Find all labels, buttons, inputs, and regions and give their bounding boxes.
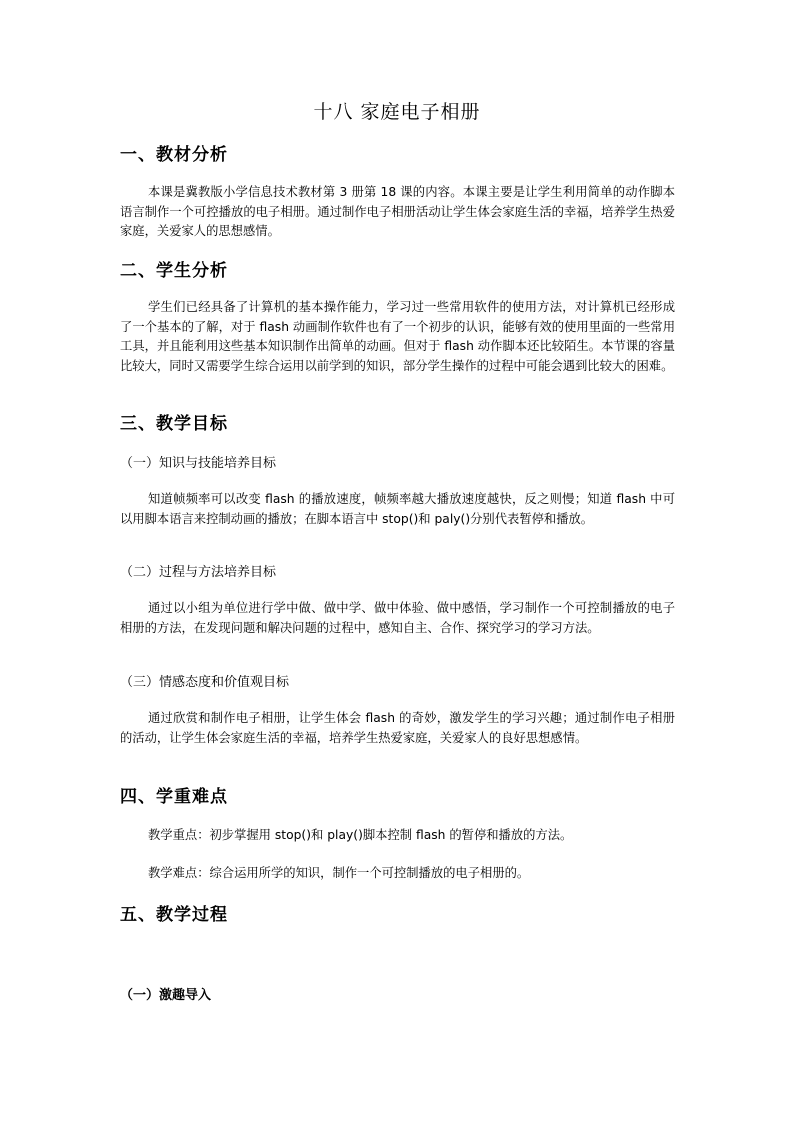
section-heading-textbook-analysis: 一、教材分析	[120, 145, 228, 165]
document-title: 十八 家庭电子相册	[313, 101, 481, 123]
subheading-knowledge-skills: （一）知识与技能培养目标	[120, 456, 277, 471]
difficulty-point-text: 教学难点：综合运用所学的知识，制作一个可控制播放的电子相册的。	[148, 866, 530, 880]
subheading-process-methods: （二）过程与方法培养目标	[120, 565, 277, 580]
paragraph-process-methods: 通过以小组为单位进行学中做、做中学、做中体验、做中感悟，学习制作一个可控制播放的电子相册的方法，在发现问题和解决问题的过程中，感知自主、合作、探究学习的学习方法。	[120, 601, 675, 635]
paragraph-student-analysis: 学生们已经具备了计算机的基本操作能力，学习过一些常用软件的使用方法，对计算机已经形成了一个基本的了解，对于 flash 动画制作软件也有了一个初步的认识，能够有效的使用里面的一些常用工具，并且能利用这些基本知识制作出简单的动画。但对于 flash 动作脚本还比较陌生。本节课的容量比较大，同时又需要学生综合运用以前学到的知识，部分学生操作的过程中可能会遇到比较大的困难。	[120, 300, 675, 373]
subheading-emotion-values: （三）情感态度和价值观目标	[120, 675, 290, 690]
section-heading-student-analysis: 二、学生分析	[120, 261, 228, 281]
section-heading-key-difficult-points: 四、学重难点	[120, 787, 228, 807]
key-point-text: 教学重点：初步掌握用 stop()和 play()脚本控制 flash 的暂停和播放的方法。	[148, 828, 573, 842]
paragraph-textbook-analysis: 本课是冀教版小学信息技术教材第 3 册第 18 课的内容。本课主要是让学生利用简单的动作脚本语言制作一个可控播放的电子相册。通过制作电子相册活动让学生体会家庭生活的幸福，培养学生热爱家庭，关爱家人的思想感情。	[120, 185, 675, 238]
paragraph-emotion-values: 通过欣赏和制作电子相册，让学生体会 flash 的奇妙，激发学生的学习兴趣；通过制作电子相册的活动，让学生体会家庭生活的幸福，培养学生热爱家庭，关爱家人的良好思想感情。	[120, 711, 675, 745]
section-heading-teaching-goals: 三、教学目标	[120, 414, 228, 434]
paragraph-knowledge-skills: 知道帧频率可以改变 flash 的播放速度，帧频率越大播放速度越快，反之则慢；知道 flash 中可以用脚本语言来控制动画的播放；在脚本语言中 stop()和 paly()分别代表暂停和播放。	[120, 492, 675, 526]
subheading-interest-introduction: （一）激趣导入	[120, 988, 212, 1003]
section-heading-teaching-process: 五、教学过程	[120, 905, 228, 925]
